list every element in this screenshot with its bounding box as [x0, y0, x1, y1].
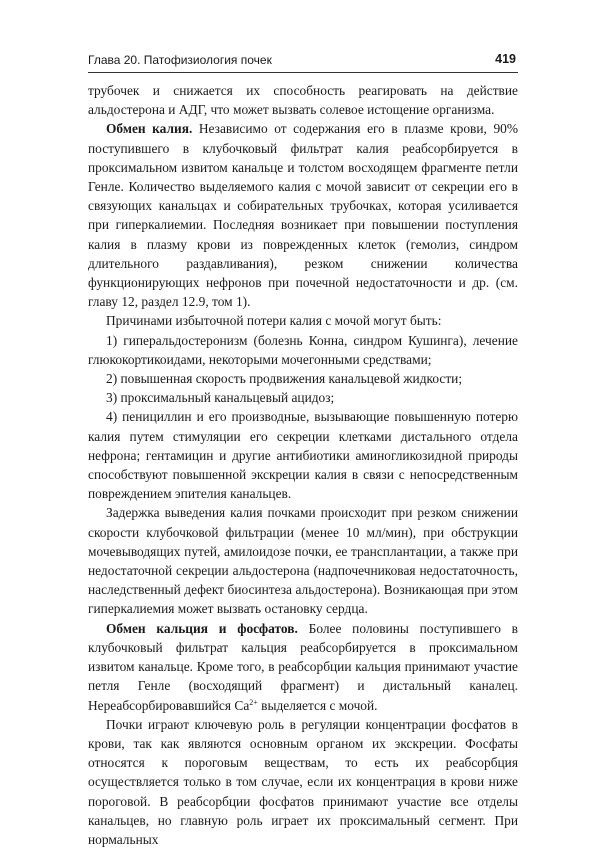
list-item-4 — [88, 407, 518, 503]
book-page — [88, 50, 518, 849]
list-item-3 — [88, 388, 518, 407]
list-item-text: 2) повышенная скорость продвижения канальцевой жидкости; — [106, 371, 463, 387]
chapter-title: Глава 20. Патофизиология почек — [88, 53, 272, 67]
paragraph-text: трубочек и снижается их способность реагировать на действие альдостерона и АДГ, что может вызвать солевое истощение организма. — [88, 83, 518, 118]
paragraph-text: Причинами избыточной потери калия с мочой могут быть: — [106, 313, 442, 329]
page-number: 419 — [495, 52, 516, 66]
body-text — [88, 81, 518, 849]
list-item-2 — [88, 369, 518, 388]
list-item-text: 1) гиперальдостеронизм (болезнь Конна, синдром Кушинга), лечение глюкокортикоидами, некоторыми мочегонными средствами; — [88, 332, 518, 367]
superscript-charge: 2+ — [249, 697, 258, 707]
paragraph-text: Независимо от содержания его в плазме крови, 90% поступившего в клубочковый фильтрат калия реабсорбируется в проксимальном извитом канальце и толстом восходящем фрагменте петли Генле. Количество выделяемого калия с мочой зависит от секреции его в связующих канальцах и собирательных трубочках, которая усиливается при гиперкалиемии. Последняя возникает при повышении поступления калия в плазму крови из поврежденных клеток (гемолиз, синдром длительного раздавливания), резком снижении количества функционирующих нефронов при почечной недостаточности и др. (см. главу 12, раздел 12.9, том 1). — [88, 121, 518, 310]
paragraph-potassium-retention — [88, 503, 518, 618]
paragraph-text: выделяется с мочой. — [257, 697, 378, 713]
paragraph-text: Почки играют ключевую роль в регуляции концентрации фосфатов в крови, так как являются основным органом их экскреции. Фосфаты относятся к пороговым веществам, то есть их реабсорбция осуществляется только в том случае, если их концентрация в крови ниже пороговой. В реабсорбции фосфатов принимают участие все отделы канальцев, но главную роль играет их проксимальный сегмент. При нормальных — [88, 716, 518, 847]
list-item-1 — [88, 331, 518, 369]
list-item-text: 3) проксимальный канальцевый ацидоз; — [106, 390, 335, 406]
paragraph-potassium-exchange — [88, 119, 518, 311]
paragraph-continuation — [88, 81, 518, 119]
paragraph-text: Более половины поступившего в клубочковый фильтрат кальция реабсорбируется в проксимальном извитом канальце. Кроме того, в реабсорбции кальция принимают участие петля Генле (восходящий фрагмент) и дистальный каналец. Нереабсорбировавшийся Ca — [88, 620, 518, 713]
section-heading-calcium: Обмен кальция и фосфатов. — [106, 620, 298, 636]
paragraph-causes-intro — [88, 311, 518, 330]
paragraph-phosphate-regulation — [88, 715, 518, 849]
paragraph-text: Задержка выведения калия почками происходит при резком снижении скорости клубочковой фильтрации (менее 10 мл/мин), при обструкции мочевыводящих путей, амилоидозе почки, ее трансплантации, а также при недостаточной секреции альдостерона (надпочечниковая недостаточность, наследственный дефект биосинтеза альдостерона). Возникающая при этом гиперкалиемия может вызвать остановку сердца. — [88, 505, 518, 617]
list-item-text: 4) пенициллин и его производные, вызывающие повышенную потерю калия путем стимуляции его секреции клетками дистального отдела нефрона; гентамицин и другие антибиотики аминогликозидной природы способствуют повышенной экскреции калия в связи с непосредственным повреждением эпителия канальцев. — [88, 409, 518, 502]
section-heading-potassium: Обмен калия. — [106, 121, 193, 137]
paragraph-calcium-phosphate — [88, 619, 518, 715]
running-header — [88, 50, 518, 73]
